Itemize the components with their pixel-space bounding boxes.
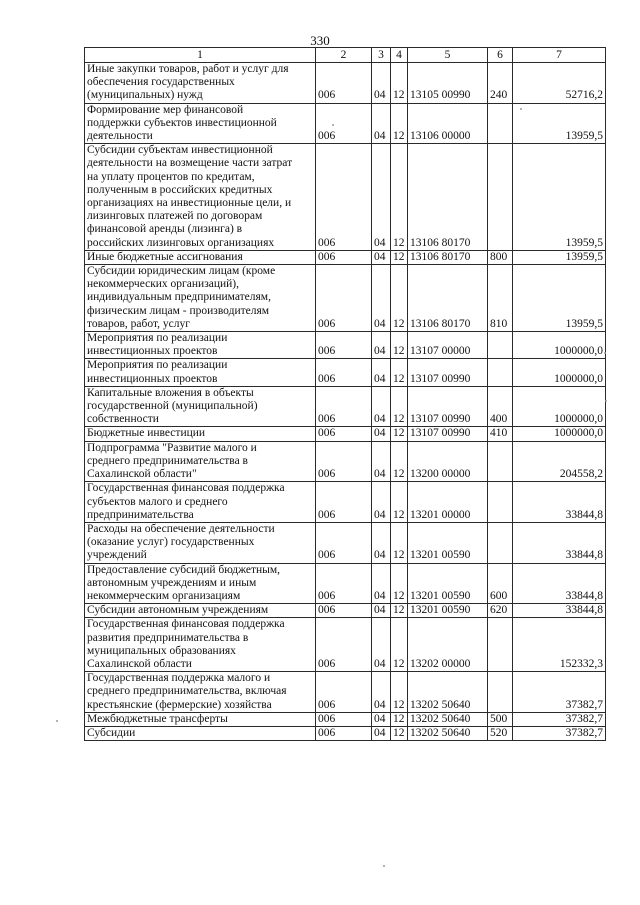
item-name-cell: Государственная финансовая поддержка развития предпринимательства в муниципальных образованиях Сахалинской области [85,618,316,672]
section-cell: 04 [372,482,391,523]
code-cell: 006 [316,332,372,359]
table-row [85,359,606,386]
item-name-cell: Мероприятия по реализации инвестиционных проектов [85,332,316,359]
section-cell: 04 [372,63,391,104]
target-article-cell: 13200 00000 [408,441,488,482]
section-cell: 04 [372,427,391,441]
amount-cell: 1000000,0 [513,386,606,427]
code-cell: 006 [316,265,372,332]
code-cell: 006 [316,482,372,523]
target-article-cell: 13202 50640 [408,672,488,713]
item-name-cell: Государственная финансовая поддержка субъектов малого и среднего предпринимательства [85,482,316,523]
amount-cell: 1000000,0 [513,332,606,359]
code-cell: 006 [316,250,372,264]
code-cell: 006 [316,359,372,386]
table-row [85,604,606,618]
expense-type-cell: 810 [488,265,513,332]
header-cell-6: 6 [488,48,513,63]
expense-type-cell: 800 [488,250,513,264]
expense-type-cell [488,672,513,713]
code-cell: 006 [316,563,372,604]
table-row [85,103,606,144]
expense-type-cell: 410 [488,427,513,441]
code-cell: 006 [316,712,372,726]
code-cell: 006 [316,386,372,427]
section-cell: 04 [372,265,391,332]
target-article-cell: 13107 00990 [408,359,488,386]
target-article-cell: 13107 00990 [408,386,488,427]
amount-cell: 13959,5 [513,144,606,251]
expense-type-cell: 240 [488,63,513,104]
section-cell: 04 [372,618,391,672]
section-cell: 04 [372,386,391,427]
target-article-cell: 13106 80170 [408,265,488,332]
expense-type-cell [488,359,513,386]
expense-type-cell: 400 [488,386,513,427]
subsection-cell: 12 [391,618,408,672]
expense-type-cell [488,103,513,144]
amount-cell: 1000000,0 [513,359,606,386]
target-article-cell: 13107 00000 [408,332,488,359]
amount-cell: 152332,3 [513,618,606,672]
budget-table [84,47,606,741]
table-row [85,618,606,672]
amount-cell: 13959,5 [513,250,606,264]
target-article-cell: 13201 00590 [408,563,488,604]
subsection-cell: 12 [391,604,408,618]
code-cell: 006 [316,63,372,104]
expense-type-cell: 500 [488,712,513,726]
item-name-cell: Капитальные вложения в объекты государственной (муниципальной) собственности [85,386,316,427]
expense-type-cell: 600 [488,563,513,604]
table-row [85,726,606,740]
page-number: 330 [310,33,330,48]
subsection-cell: 12 [391,712,408,726]
item-name-cell: Формирование мер финансовой поддержки субъектов инвестиционной деятельности [85,103,316,144]
target-article-cell: 13107 00990 [408,427,488,441]
section-cell: 04 [372,103,391,144]
section-cell: 04 [372,359,391,386]
expense-type-cell: 520 [488,726,513,740]
subsection-cell: 12 [391,265,408,332]
table-row [85,522,606,563]
section-cell: 04 [372,726,391,740]
amount-cell: 33844,8 [513,604,606,618]
target-article-cell: 13202 50640 [408,712,488,726]
header-cell-1: 1 [85,48,316,63]
section-cell: 04 [372,250,391,264]
scan-speck [332,124,334,126]
scan-speck [604,352,606,354]
item-name-cell: Межбюджетные трансферты [85,712,316,726]
item-name-cell: Иные бюджетные ассигнования [85,250,316,264]
item-name-cell: Подпрограмма "Развитие малого и среднего предпринимательства в Сахалинской области" [85,441,316,482]
subsection-cell: 12 [391,386,408,427]
table-row [85,712,606,726]
target-article-cell: 13202 50640 [408,726,488,740]
table-row [85,563,606,604]
code-cell: 006 [316,103,372,144]
header-cell-7: 7 [513,48,606,63]
subsection-cell: 12 [391,250,408,264]
header-row [85,48,606,63]
subsection-cell: 12 [391,482,408,523]
section-cell: 04 [372,563,391,604]
table-row [85,265,606,332]
subsection-cell: 12 [391,144,408,251]
section-cell: 04 [372,712,391,726]
amount-cell: 52716,2 [513,63,606,104]
target-article-cell: 13105 00990 [408,63,488,104]
item-name-cell: Субсидии [85,726,316,740]
table-row [85,386,606,427]
header-cell-2: 2 [316,48,372,63]
scan-speck [605,400,607,402]
code-cell: 006 [316,441,372,482]
table-row [85,427,606,441]
subsection-cell: 12 [391,63,408,104]
code-cell: 006 [316,726,372,740]
scan-speck [56,720,58,722]
item-name-cell: Предоставление субсидий бюджетным, автономным учреждениям и иным некоммерческим организациям [85,563,316,604]
section-cell: 04 [372,672,391,713]
table-row [85,63,606,104]
target-article-cell: 13106 80170 [408,250,488,264]
subsection-cell: 12 [391,427,408,441]
scan-speck [520,108,522,110]
expense-type-cell [488,332,513,359]
section-cell: 04 [372,604,391,618]
header-cell-5: 5 [408,48,488,63]
subsection-cell: 12 [391,441,408,482]
table-row [85,332,606,359]
amount-cell: 37382,7 [513,726,606,740]
expense-type-cell: 620 [488,604,513,618]
section-cell: 04 [372,332,391,359]
item-name-cell: Субсидии автономным учреждениям [85,604,316,618]
subsection-cell: 12 [391,672,408,713]
code-cell: 006 [316,672,372,713]
code-cell: 006 [316,427,372,441]
amount-cell: 33844,8 [513,482,606,523]
table-row [85,144,606,251]
item-name-cell: Мероприятия по реализации инвестиционных проектов [85,359,316,386]
subsection-cell: 12 [391,522,408,563]
expense-type-cell [488,144,513,251]
amount-cell: 204558,2 [513,441,606,482]
table-row [85,250,606,264]
amount-cell: 37382,7 [513,672,606,713]
scan-speck [383,865,385,867]
section-cell: 04 [372,522,391,563]
table-row [85,441,606,482]
section-cell: 04 [372,441,391,482]
subsection-cell: 12 [391,332,408,359]
target-article-cell: 13202 00000 [408,618,488,672]
item-name-cell: Государственная поддержка малого и среднего предпринимательства, включая крестьянские (фермерские) хозяйства [85,672,316,713]
code-cell: 006 [316,144,372,251]
amount-cell: 13959,5 [513,265,606,332]
header-cell-4: 4 [391,48,408,63]
target-article-cell: 13201 00590 [408,522,488,563]
expense-type-cell [488,441,513,482]
item-name-cell: Расходы на обеспечение деятельности (оказание услуг) государственных учреждений [85,522,316,563]
subsection-cell: 12 [391,726,408,740]
amount-cell: 33844,8 [513,522,606,563]
expense-type-cell [488,522,513,563]
expense-type-cell [488,618,513,672]
amount-cell: 37382,7 [513,712,606,726]
target-article-cell: 13106 00000 [408,103,488,144]
subsection-cell: 12 [391,359,408,386]
table-row [85,672,606,713]
item-name-cell: Субсидии юридическим лицам (кроме некоммерческих организаций), индивидуальным предпринимателям, физическим лицам - производителям товаров, работ, услуг [85,265,316,332]
amount-cell: 33844,8 [513,563,606,604]
subsection-cell: 12 [391,103,408,144]
header-cell-3: 3 [372,48,391,63]
section-cell: 04 [372,144,391,251]
item-name-cell: Бюджетные инвестиции [85,427,316,441]
subsection-cell: 12 [391,563,408,604]
code-cell: 006 [316,604,372,618]
amount-cell: 1000000,0 [513,427,606,441]
item-name-cell: Иные закупки товаров, работ и услуг для обеспечения государственных (муниципальных) нужд [85,63,316,104]
code-cell: 006 [316,618,372,672]
table-row [85,482,606,523]
target-article-cell: 13201 00000 [408,482,488,523]
target-article-cell: 13201 00590 [408,604,488,618]
expense-type-cell [488,482,513,523]
code-cell: 006 [316,522,372,563]
target-article-cell: 13106 80170 [408,144,488,251]
amount-cell: 13959,5 [513,103,606,144]
item-name-cell: Субсидии субъектам инвестиционной деятельности на возмещение части затрат на уплату процентов по кредитам, полученным в российских кредитных организациях на инвестиционные цели, и лизинговых платежей по договорам финансовой аренды (лизинга) в российских лизинговых организациях [85,144,316,251]
